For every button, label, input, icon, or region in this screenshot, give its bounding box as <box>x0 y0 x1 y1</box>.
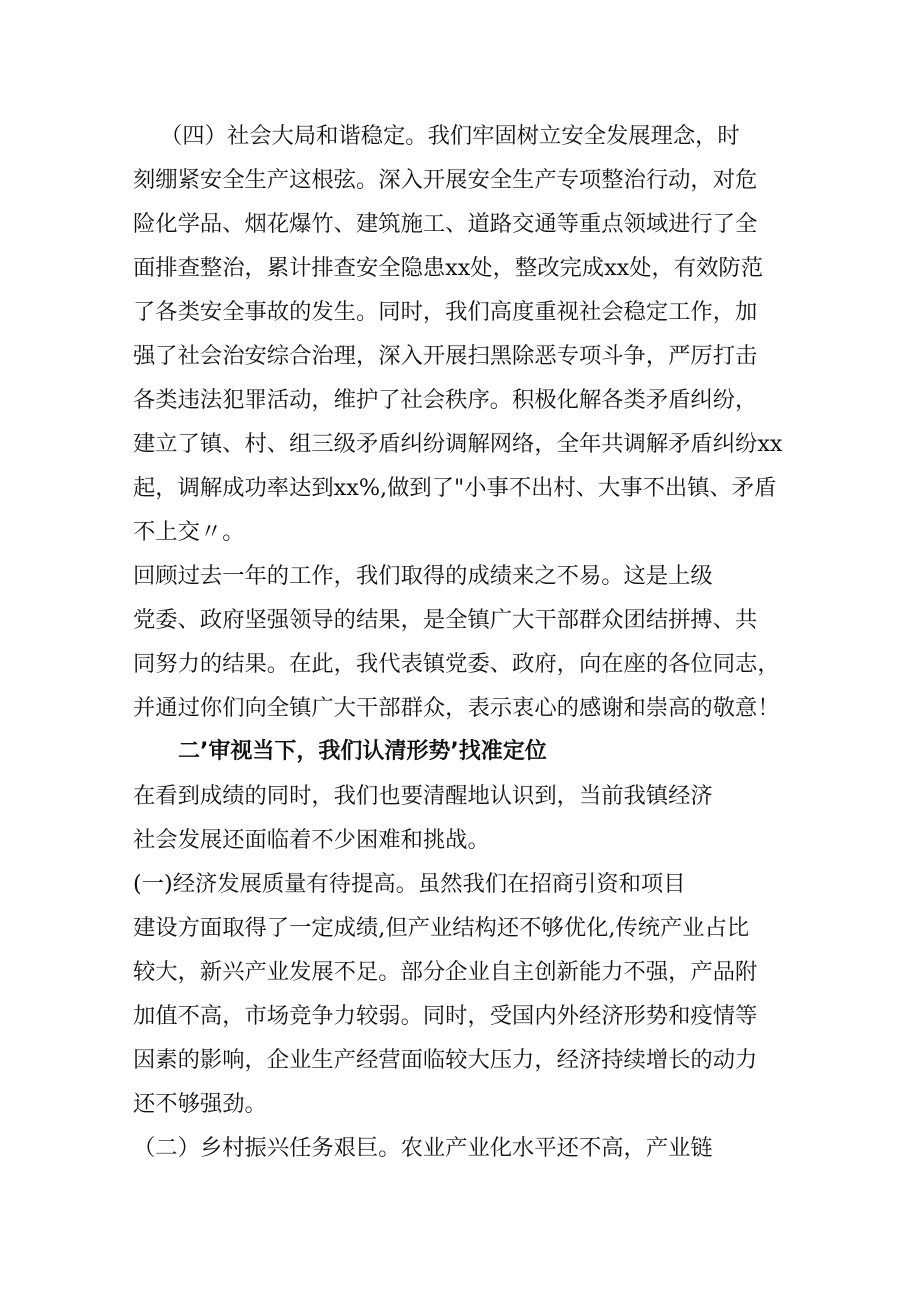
text-line: 党委、政府坚强领导的结果，是全镇广大干部群众团结拼搏、共 <box>133 607 758 633</box>
text-line: 同努力的结果。在此，我代表镇党委、政府，向在座的各位同志， <box>133 651 780 677</box>
text-line: 还不够强劲。 <box>133 1091 267 1117</box>
text-line: (一)经济发展质量有待提高。虽然我们在招商引资和项目 <box>133 871 686 897</box>
text-line: 面排查整治，累计排查安全隐患xx处，整改完成xx处，有效防范 <box>133 255 764 281</box>
section-heading: 二’审视当下，我们认清形势’找准定位 <box>178 739 547 764</box>
text-line: 并通过你们向全镇广大干部群众，表示衷心的感谢和崇高的敬意！ <box>133 695 780 721</box>
text-line: 各类违法犯罪活动，维护了社会秩序。积极化解各类矛盾纠纷， <box>133 387 758 413</box>
text-line: 回顾过去一年的工作，我们取得的成绩来之不易。这是上级 <box>133 563 713 589</box>
text-line: 加值不高，市场竞争力较弱。同时，受国内外经济形势和疫情等 <box>133 1003 758 1029</box>
text-line: 社会发展还面临着不少困难和挑战。 <box>133 827 490 853</box>
text-line: （二）乡村振兴任务艰巨。农业产业化水平还不高，产业链 <box>133 1135 713 1161</box>
text-line: 较大，新兴产业发展不足。部分企业自主创新能力不强，产品附 <box>133 959 758 985</box>
text-line: 在看到成绩的同时，我们也要清醒地认识到，当前我镇经济 <box>133 783 713 809</box>
text-line: 险化学品、烟花爆竹、建筑施工、道路交通等重点领域进行了全 <box>133 211 758 237</box>
text-line: 因素的影响，企业生产经营面临较大压力，经济持续增长的动力 <box>133 1047 758 1073</box>
text-line: 强了社会治安综合治理，深入开展扫黑除恶专项斗争，严厉打击 <box>133 343 758 369</box>
text-line: 刻绷紧安全生产这根弦。深入开展安全生产专项整治行动，对危 <box>133 167 758 193</box>
text-line: 建立了镇、村、组三级矛盾纠纷调解网络，全年共调解矛盾纠纷xx <box>133 431 783 457</box>
text-line: 不上交〃。 <box>133 519 245 545</box>
text-line: （四）社会大局和谐稳定。我们牢固树立安全发展理念，时 <box>160 123 740 149</box>
text-line: 了各类安全事故的发生。同时，我们高度重视社会稳定工作，加 <box>133 299 758 325</box>
text-line: 建设方面取得了一定成绩,但产业结构还不够优化,传统产业占比 <box>133 915 750 941</box>
text-line: 起，调解成功率达到xx%,做到了"小事不出村、大事不出镇、矛盾 <box>133 475 777 501</box>
